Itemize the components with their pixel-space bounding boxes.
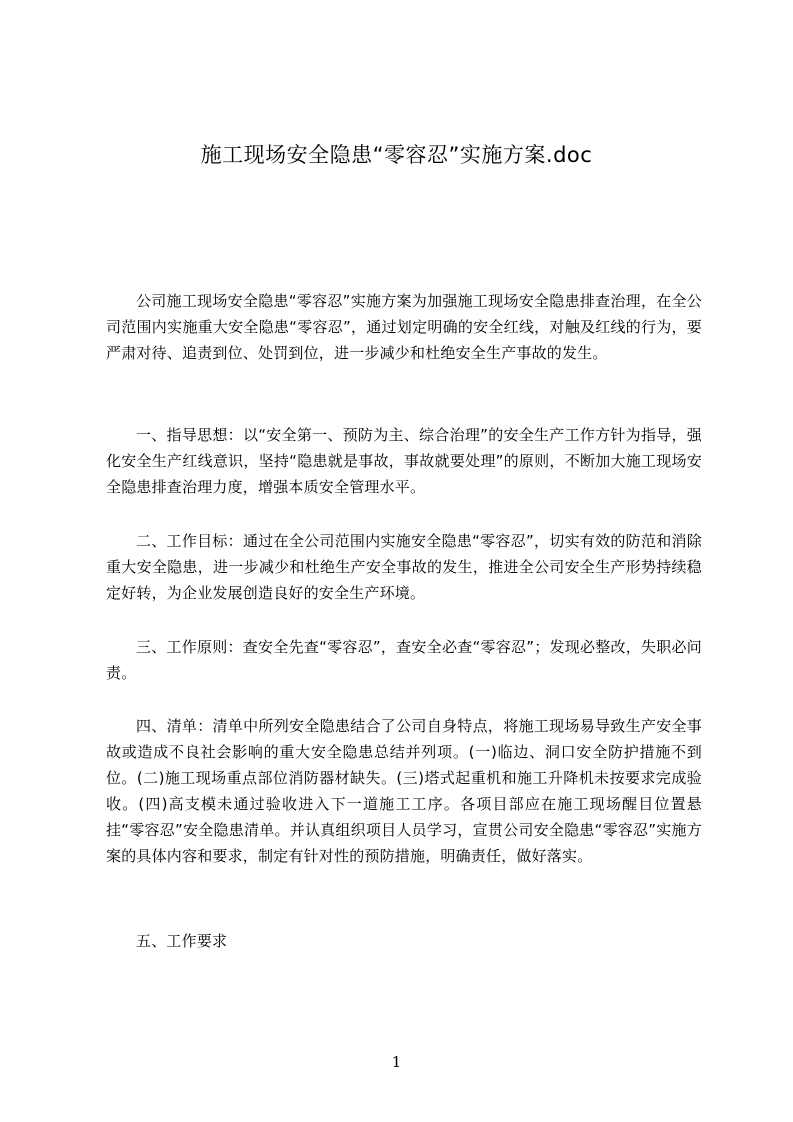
section-guiding-ideology: 一、指导思想：以“安全第一、预防为主、综合治理”的安全生产工作方针为指导，强化安全生产红线意识，坚持“隐患就是事故，事故就要处理”的原则，不断加大施工现场安全隐患排查治理力度，增强本质安全管理水平。 xyxy=(106,426,702,496)
document-title: 施工现场安全隐患“零容忍”实施方案.doc xyxy=(200,143,593,167)
section-work-goals: 二、工作目标：通过在全公司范围内实施安全隐患“零容忍”，切实有效的防范和消除重大安全隐患，进一步减少和杜绝生产安全事故的发生，推进全公司安全生产形势持续稳定好转，为企业发展创造良好的安全生产环境。 xyxy=(106,532,702,602)
page-number: 1 xyxy=(391,1053,402,1071)
section-work-requirements: 五、工作要求 xyxy=(136,932,228,950)
section-checklist: 四、清单：清单中所列安全隐患结合了公司自身特点，将施工现场易导致生产安全事故或造成不良社会影响的重大安全隐患总结并列项。(一)临边、洞口安全防护措施不到位。(二)施工现场重点部位消防器材缺失。(三)塔式起重机和施工升降机未按要求完成验收。(四)高支模未通过验收进入下一道施工工序。各项目部应在施工现场醒目位置悬挂“零容忍”安全隐患清单。并认真组织项目人员学习，宣贯公司安全隐患“零容忍”实施方案的具体内容和要求，制定有针对性的预防措施，明确责任，做好落实。 xyxy=(106,717,702,865)
intro-paragraph: 公司施工现场安全隐患“零容忍”实施方案为加强施工现场安全隐患排查治理，在全公司范围内实施重大安全隐患“零容忍”，通过划定明确的安全红线，对触及红线的行为，要严肃对待、追责到位、处罚到位，进一步减少和杜绝安全生产事故的发生。 xyxy=(106,292,702,362)
section-work-principles: 三、工作原则：查安全先查“零容忍”，查安全必查“零容忍”；发现必整改，失职必问责。 xyxy=(106,638,702,682)
